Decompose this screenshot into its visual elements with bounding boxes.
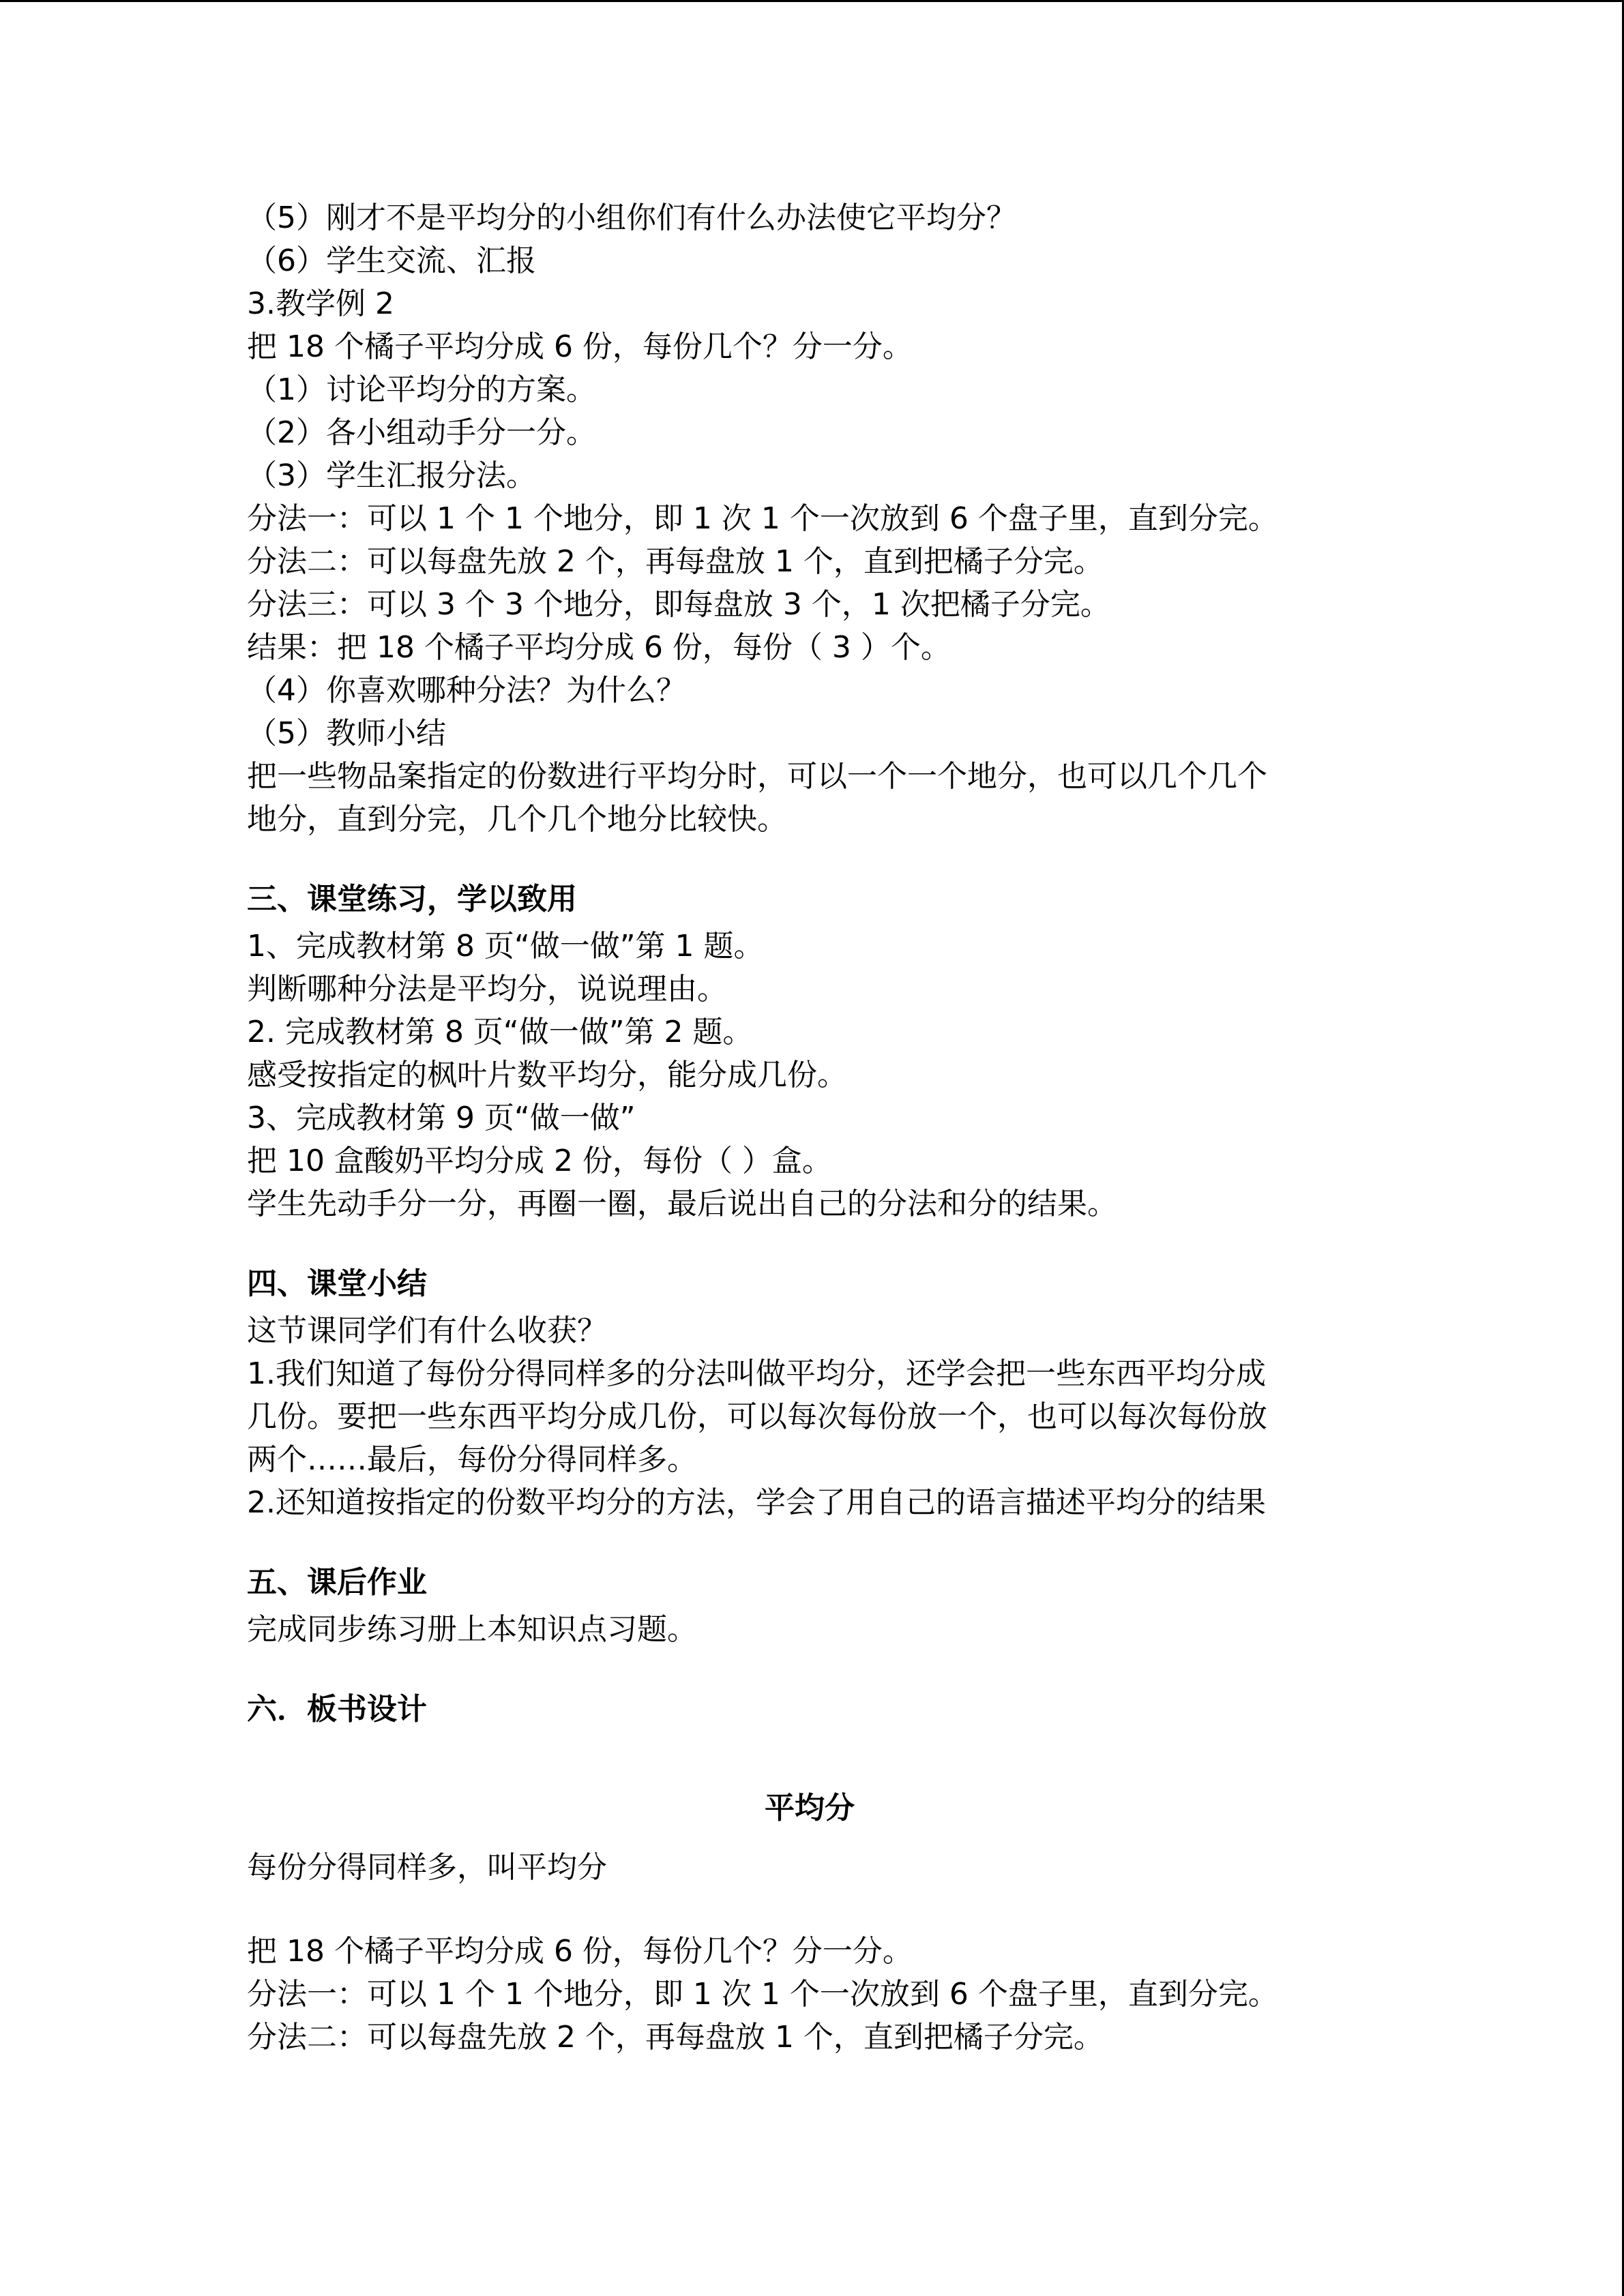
paragraph-line: 完成同步练习册上本知识点习题。 (247, 1612, 697, 1647)
paragraph-line: 分法三：可以 3 个 3 个地分，即每盘放 3 个，1 次把橘子分完。 (247, 587, 1110, 622)
paragraph-line: 把一些物品案指定的份数进行平均分时，可以一个一个地分，也可以几个几个 (247, 759, 1267, 794)
paragraph-line: 3、完成教材第 9 页“做一做” (247, 1101, 636, 1135)
paragraph-line: 结果：把 18 个橘子平均分成 6 份，每份（ 3 ）个。 (247, 630, 951, 665)
section-heading: 五、课后作业 (247, 1565, 427, 1600)
paragraph-line: 分法二：可以每盘先放 2 个，再每盘放 1 个，直到把橘子分完。 (247, 544, 1104, 579)
paragraph-line: （2）各小组动手分一分。 (247, 415, 596, 450)
paragraph-line: 分法二：可以每盘先放 2 个，再每盘放 1 个，直到把橘子分完。 (247, 2020, 1104, 2055)
page-top-border (0, 0, 1624, 2)
paragraph-line: 1.我们知道了每份分得同样多的分法叫做平均分，还学会把一些东西平均分成 (247, 1356, 1266, 1391)
paragraph-line: （5）刚才不是平均分的小组你们有什么办法使它平均分？ (247, 200, 1016, 235)
paragraph-line: 两个……最后，每份分得同样多。 (247, 1442, 697, 1477)
paragraph-line: 2.还知道按指定的份数平均分的方法，学会了用自己的语言描述平均分的结果 (247, 1485, 1266, 1520)
paragraph-line: （4）你喜欢哪种分法？为什么？ (247, 673, 686, 708)
section-practice (247, 878, 1406, 1225)
paragraph-line: 这节课同学们有什么收获？ (247, 1313, 607, 1348)
paragraph-line: 分法一：可以 1 个 1 个地分，即 1 次 1 个一次放到 6 个盘子里，直到分完。 (247, 1977, 1278, 2012)
section-heading: 四、课堂小结 (247, 1266, 427, 1301)
board-definition: 每份分得同样多，叫平均分 (247, 1850, 607, 1885)
section-board-design (247, 1688, 1406, 2059)
document-body (247, 196, 1406, 2059)
paragraph-line: 几份。要把一些东西平均分成几份，可以每次每份放一个，也可以每次每份放 (247, 1399, 1267, 1434)
section-homework (247, 1561, 1406, 1651)
paragraph-line: 1、完成教材第 8 页“做一做”第 1 题。 (247, 929, 764, 964)
paragraph-line: 学生先动手分一分，再圈一圈，最后说出自己的分法和分的结果。 (247, 1187, 1117, 1221)
paragraph-line: 2. 完成教材第 8 页“做一做”第 2 题。 (247, 1015, 753, 1049)
section-heading: 三、课堂练习，学以致用 (247, 882, 577, 916)
paragraph-line: 把 18 个橘子平均分成 6 份，每份几个？分一分。 (247, 329, 913, 364)
teaching-process-block (247, 196, 1406, 841)
section-heading: 六．板书设计 (247, 1692, 427, 1727)
paragraph-line: 判断哪种分法是平均分，说说理由。 (247, 972, 727, 1007)
paragraph-line: （5）教师小结 (247, 716, 446, 751)
paragraph-line: 地分，直到分完，几个几个地分比较快。 (247, 802, 787, 837)
paragraph-line: 把 18 个橘子平均分成 6 份，每份几个？分一分。 (247, 1934, 913, 1969)
board-title: 平均分 (765, 1791, 855, 1825)
paragraph-line: （6）学生交流、汇报 (247, 243, 536, 278)
paragraph-line: 把 10 盒酸奶平均分成 2 份，每份（ ）盒。 (247, 1144, 832, 1178)
paragraph-line: （3）学生汇报分法。 (247, 458, 536, 493)
paragraph-line: 3.教学例 2 (247, 286, 394, 321)
paragraph-line: 感受按指定的枫叶片数平均分，能分成几份。 (247, 1058, 847, 1092)
paragraph-line: （1）讨论平均分的方案。 (247, 372, 596, 407)
section-summary (247, 1262, 1406, 1524)
paragraph-line: 分法一：可以 1 个 1 个地分，即 1 次 1 个一次放到 6 个盘子里，直到分完。 (247, 501, 1278, 536)
